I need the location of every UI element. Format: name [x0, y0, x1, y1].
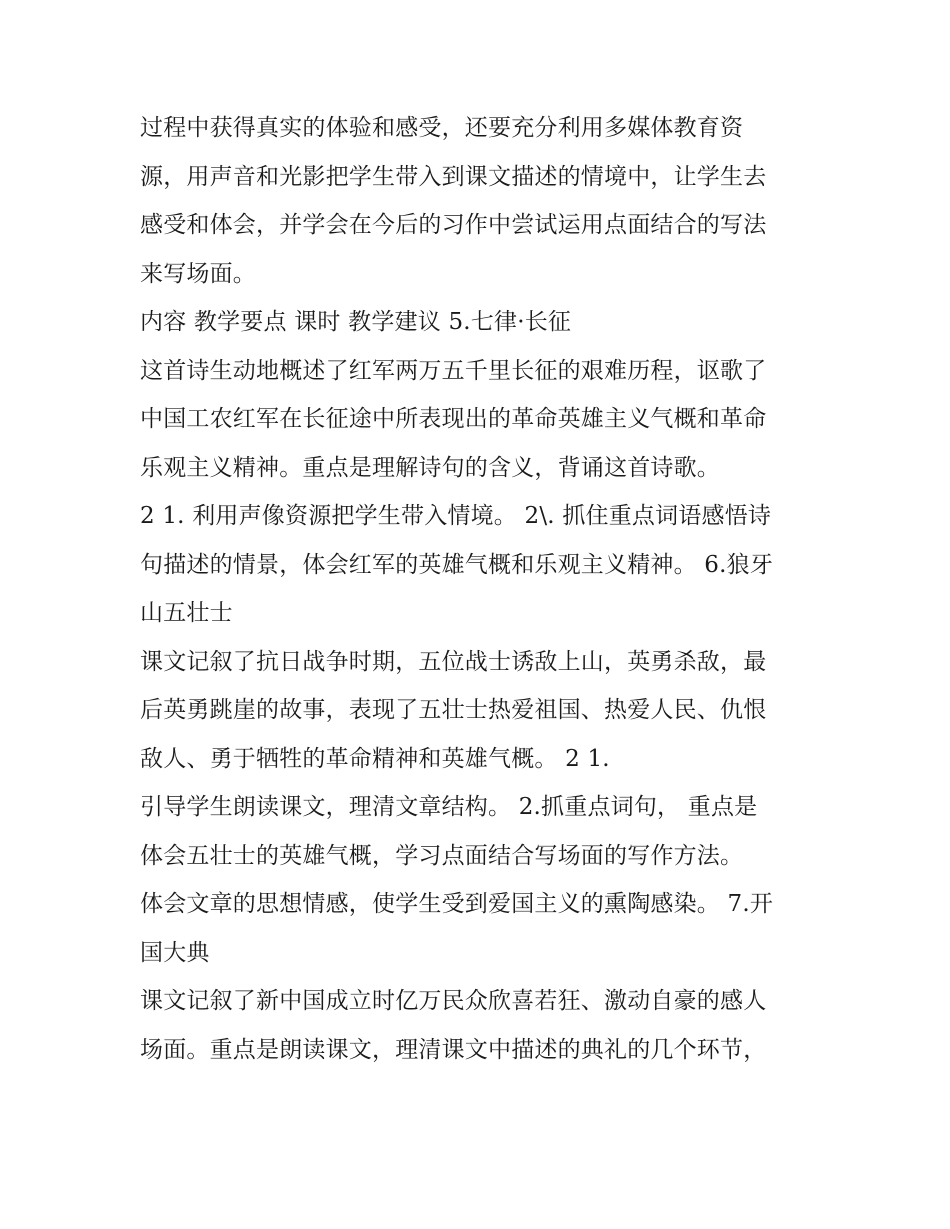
- text-line: 过程中获得真实的体验和感受，还要充分利用多媒体教育资: [140, 115, 744, 141]
- text-line: 2 1. 利用声像资源把学生带入情境。 2\. 抓住重点词语感悟诗: [140, 503, 772, 529]
- text-line: 这首诗生动地概述了红军两万五千里长征的艰难历程，讴歌了: [140, 357, 767, 384]
- text-line: 内容 教学要点 课时 教学建议 5.七律·长征: [140, 309, 572, 335]
- text-line: 山五壮士: [140, 600, 233, 626]
- text-line: 句描述的情景，体会红军的英雄气概和乐观主义精神。 6.狼牙: [140, 551, 774, 578]
- text-line: 敌人、勇于牺牲的革命精神和英雄气概。 2 1.: [140, 745, 610, 772]
- text-line: 体会文章的思想情感，使学生受到爱国主义的熏陶感染。 7.开: [140, 891, 774, 917]
- document-body: [140, 104, 830, 1074]
- text-line: 课文记叙了新中国成立时亿万民众欣喜若狂、激动自豪的感人: [140, 988, 767, 1014]
- text-line: 后英勇跳崖的故事，表现了五壮士热爱祖国、热爱人民、仇恨: [140, 697, 767, 723]
- text-line: 国大典: [140, 939, 210, 966]
- text-line: 源，用声音和光影把学生带入到课文描述的情境中，让学生去: [140, 163, 767, 190]
- text-line: 体会五壮士的英雄气概，学习点面结合写场面的写作方法。: [140, 842, 744, 869]
- text-line: 引导学生朗读课文，理清文章结构。 2.抓重点词句， 重点是: [140, 794, 758, 820]
- text-line: 中国工农红军在长征途中所表现出的革命英雄主义气概和革命: [140, 406, 767, 432]
- text-line: 感受和体会，并学会在今后的习作中尝试运用点面结合的写法: [140, 212, 767, 238]
- text-line: 乐观主义精神。重点是理解诗句的含义，背诵这首诗歌。: [140, 454, 720, 481]
- text-line: 场面。重点是朗读课文，理清课文中描述的典礼的几个环节，: [140, 1036, 767, 1063]
- text-line: 来写场面。: [140, 260, 256, 287]
- text-line: 课文记叙了抗日战争时期，五位战士诱敌上山，英勇杀敌，最: [140, 648, 767, 675]
